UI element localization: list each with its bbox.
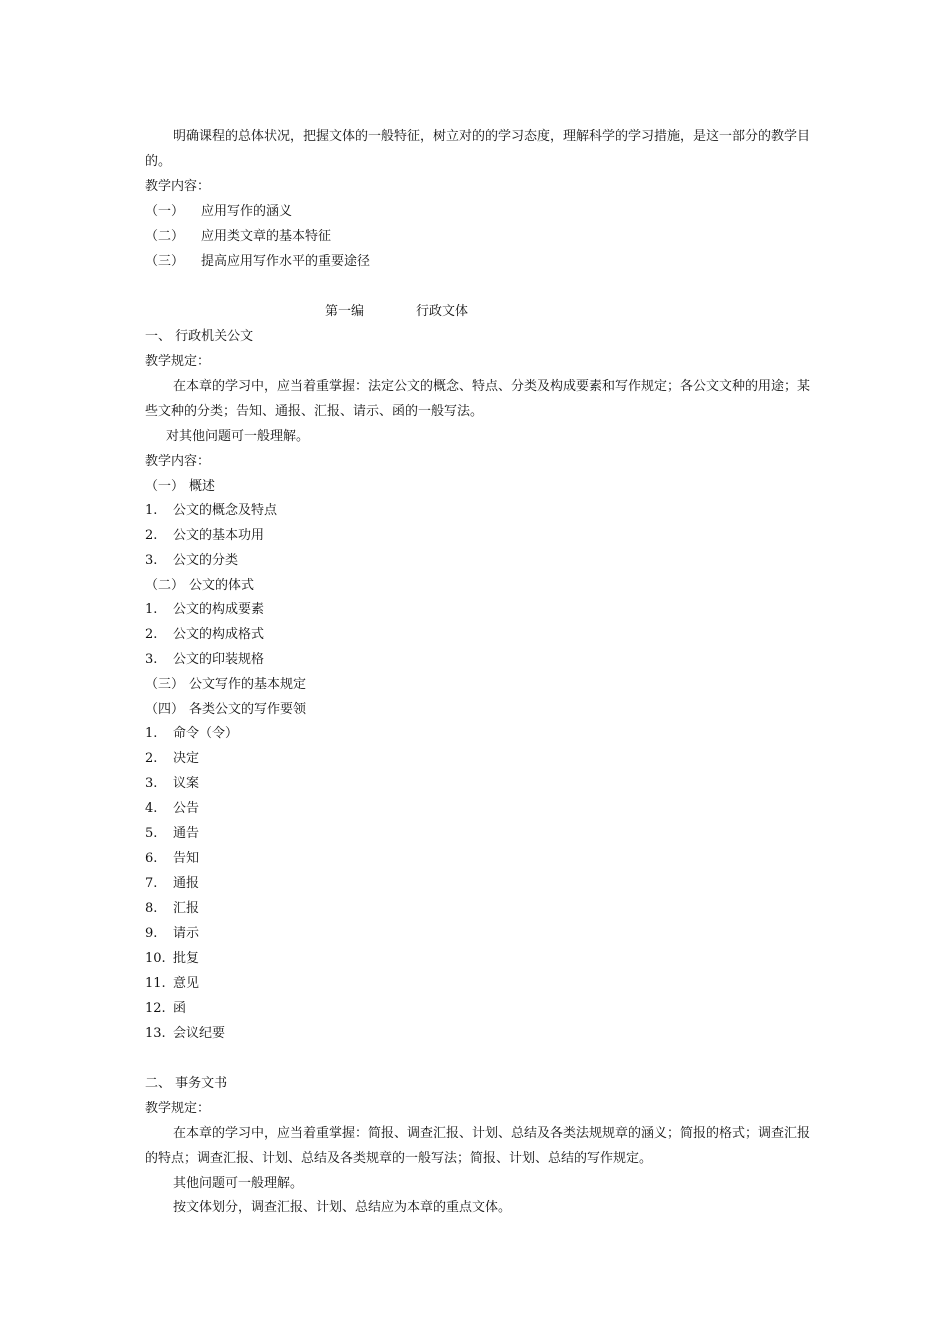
item-number: 7. <box>145 876 158 891</box>
list-item <box>145 502 277 520</box>
list-item <box>145 1000 186 1018</box>
item-number: 10. <box>145 951 166 966</box>
item-text: 告知 <box>173 851 200 866</box>
item-text: 汇报 <box>173 901 200 916</box>
item-number: 4. <box>145 801 158 816</box>
item-number: 2. <box>145 751 158 766</box>
list-item <box>145 552 238 570</box>
part-title <box>325 303 468 321</box>
list-item <box>145 601 264 619</box>
item-number: 1. <box>145 503 158 518</box>
list-item <box>145 950 199 968</box>
chapter1-req-heading: 教学规定： <box>145 354 211 369</box>
item-text: 公文的构成格式 <box>173 627 265 642</box>
part-title-right: 行政文体 <box>416 304 469 319</box>
list-item <box>145 626 264 644</box>
list-item <box>145 850 199 868</box>
item-number: 1. <box>145 602 158 617</box>
section-text: 概述 <box>189 479 216 494</box>
item-text: 公文的分类 <box>173 553 239 568</box>
item-text: 提高应用写作水平的重要途径 <box>201 254 371 269</box>
item-number: 3. <box>145 553 158 568</box>
section-number: （四） <box>145 702 185 717</box>
list-item <box>145 651 264 669</box>
item-number: 6. <box>145 851 158 866</box>
item-text: 公文的构成要素 <box>173 602 265 617</box>
item-text: 应用类文章的基本特征 <box>201 229 332 244</box>
section-number: （二） <box>145 578 185 593</box>
intro-objective: 明确课程的总体状况，把握文体的一般特征，树立对的的学习态度，理解科学的学习措施，是这一部分的教学目的。 <box>145 129 811 169</box>
item-number: 12. <box>145 1001 166 1016</box>
item-number: 3. <box>145 776 158 791</box>
item-text: 公文的印装规格 <box>173 652 265 667</box>
chapter1-title: 一、 行政机关公文 <box>145 329 254 344</box>
item-text: 应用写作的涵义 <box>201 204 293 219</box>
list-item <box>145 825 199 843</box>
item-text: 公告 <box>173 801 200 816</box>
section-text: 各类公文的写作要领 <box>189 702 307 717</box>
list-item <box>145 975 199 993</box>
item-number: 11. <box>145 976 166 991</box>
list-item <box>145 925 199 943</box>
chapter2-req-text: 在本章的学习中，应当着重掌握：简报、调查汇报、计划、总结及各类法规规章的涵义；简报的格式；调查汇报的特点；调查汇报、计划、总结及各类规章的一般写法；简报、计划、总结的写作规定。 <box>145 1126 811 1166</box>
item-text: 命令（令） <box>173 726 239 741</box>
list-item <box>145 1025 225 1043</box>
section-text: 公文的体式 <box>189 578 255 593</box>
chapter1-content-heading: 教学内容： <box>145 454 211 469</box>
item-number: （三） <box>145 254 185 269</box>
item-number: 8. <box>145 901 158 916</box>
item-number: 3. <box>145 652 158 667</box>
item-number: 9. <box>145 926 158 941</box>
list-item <box>145 775 199 793</box>
item-number: （一） <box>145 204 185 219</box>
chapter1-req-text: 在本章的学习中，应当着重掌握：法定公文的概念、特点、分类及构成要素和写作规定；各公文文种的用途；某些文种的分类；告知、通报、汇报、请示、函的一般写法。 <box>145 379 811 419</box>
section-text: 公文写作的基本规定 <box>189 677 307 692</box>
chapter2-req-other: 其他问题可一般理解。 <box>173 1176 304 1191</box>
item-text: 公文的基本功用 <box>173 528 265 543</box>
section-heading <box>145 701 306 719</box>
item-number: （二） <box>145 229 185 244</box>
item-number: 1. <box>145 726 158 741</box>
chapter2-req-focus: 按文体划分，调查汇报、计划、总结应为本章的重点文体。 <box>173 1200 512 1215</box>
item-number: 2. <box>145 627 158 642</box>
part-title-left: 第一编 <box>325 304 365 319</box>
section-number: （一） <box>145 479 185 494</box>
item-text: 通报 <box>173 876 200 891</box>
intro-item <box>145 228 331 246</box>
section-heading <box>145 577 254 595</box>
item-text: 通告 <box>173 826 200 841</box>
list-item <box>145 875 199 893</box>
item-text: 公文的概念及特点 <box>173 503 278 518</box>
list-item <box>145 800 199 818</box>
section-heading <box>145 676 306 694</box>
item-text: 议案 <box>173 776 200 791</box>
chapter1-req-other: 对其他问题可一般理解。 <box>166 429 310 444</box>
item-text: 函 <box>173 1001 187 1016</box>
section-number: （三） <box>145 677 185 692</box>
item-number: 5. <box>145 826 158 841</box>
list-item <box>145 527 264 545</box>
item-text: 会议纪要 <box>173 1026 226 1041</box>
item-text: 决定 <box>173 751 200 766</box>
intro-content-heading: 教学内容： <box>145 179 211 194</box>
chapter2-title: 二、 事务文书 <box>145 1076 228 1091</box>
chapter2-req-heading: 教学规定： <box>145 1101 211 1116</box>
section-heading <box>145 478 215 496</box>
list-item <box>145 900 199 918</box>
list-item <box>145 725 238 743</box>
item-text: 请示 <box>173 926 200 941</box>
intro-item <box>145 253 370 271</box>
intro-item <box>145 203 292 221</box>
item-number: 13. <box>145 1026 166 1041</box>
item-number: 2. <box>145 528 158 543</box>
item-text: 批复 <box>173 951 200 966</box>
list-item <box>145 750 199 768</box>
item-text: 意见 <box>173 976 200 991</box>
